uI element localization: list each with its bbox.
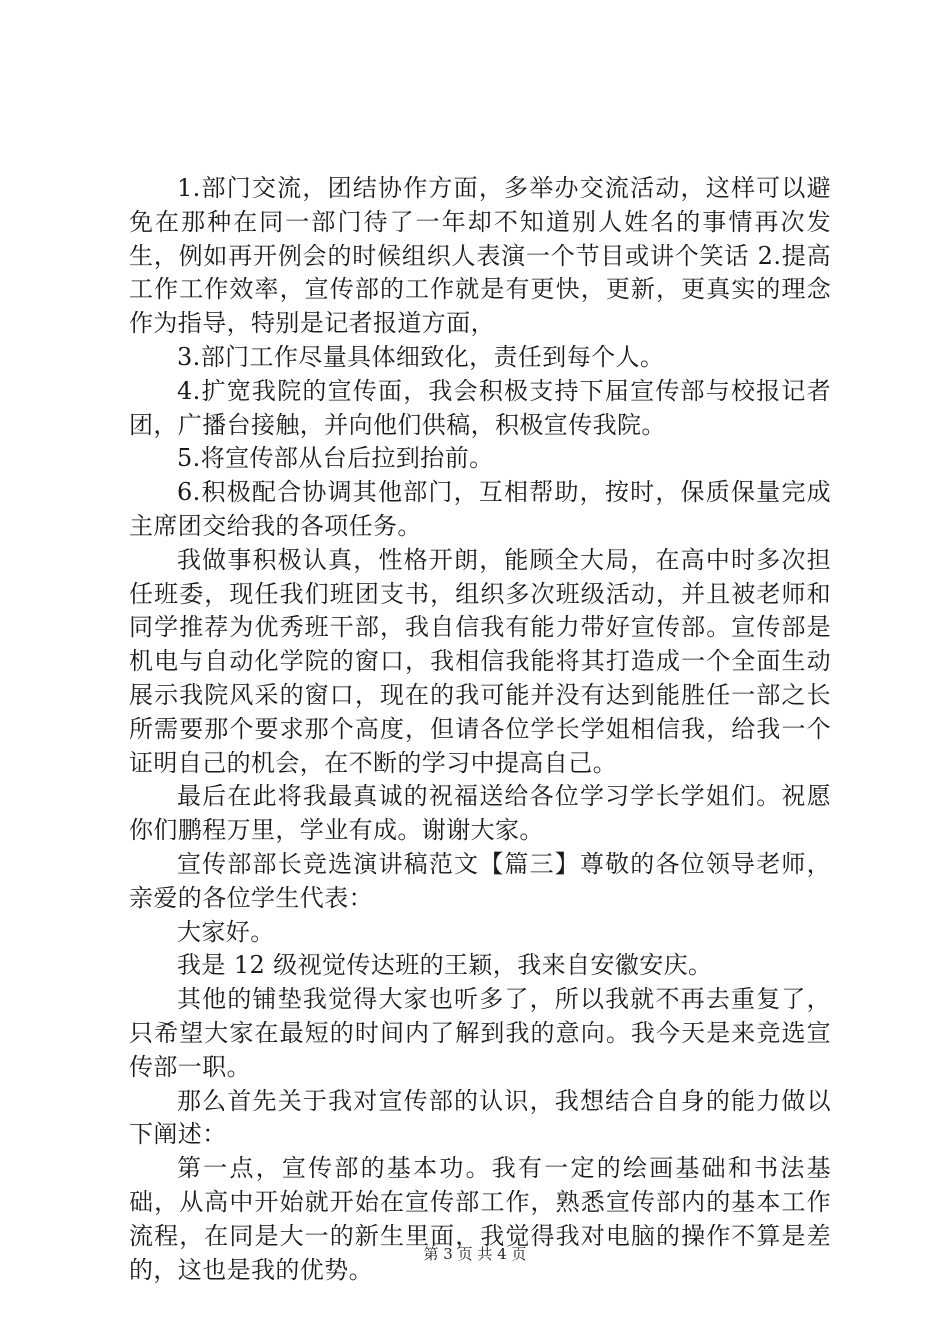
paragraph-6: 我做事积极认真，性格开朗，能顾全大局，在高中时多次担任班委，现任我们班团支书，组织多次班级活动，并且被老师和同学推荐为优秀班干部，我自信我有能力带好宣传部。宣传部是机电与自动化学院的窗口，我相信我能将其打造成一个全面生动展示我院风采的窗口，现在的我可能并没有达到能胜任一部之长所需要那个要求那个高度，但请各位学长学姐相信我，给我一个证明自己的机会，在不断的学习中提高自己。	[129, 545, 831, 777]
paragraph-4: 5.将宣传部从台后拉到抬前。	[177, 444, 494, 473]
paragraph-9: 大家好。	[177, 917, 275, 946]
paragraph-13: 第一点，宣传部的基本功。我有一定的绘画基础和书法基础，从高中开始就开始在宣传部工作，熟悉宣传部内的基本工作流程，在同是大一的新生里面，我觉得我对电脑的操作不算是差的，这也是我的优势。	[129, 1154, 831, 1284]
paragraph-11: 其他的铺垫我觉得大家也听多了，所以我就不再去重复了，只希望大家在最短的时间内了解到我的意向。我今天是来竞选宣传部一职。	[129, 985, 831, 1081]
paragraph-10: 我是 12 级视觉传达班的王颖，我来自安徽安庆。	[177, 951, 713, 980]
document-body	[129, 172, 831, 1287]
paragraph-8: 宣传部部长竞选演讲稿范文【篇三】尊敬的各位领导老师，亲爱的各位学生代表：	[129, 849, 831, 912]
paragraph-12: 那么首先关于我对宣传部的认识，我想结合自身的能力做以下阐述：	[129, 1086, 831, 1149]
paragraph-1: 1.部门交流，团结协作方面，多举办交流活动，这样可以避免在那种在同一部门待了一年却不知道别人姓名的事情再次发生，例如再开例会的时候组织人表演一个节目或讲个笑话 2.提高工作工作效率，宣传部的工作就是有更快，更新，更真实的理念作为指导，特别是记者报道方面，	[129, 174, 831, 338]
page-number: 第 3 页 共 4 页	[423, 1245, 527, 1263]
paragraph-2: 3.部门工作尽量具体细致化，责任到每个人。	[177, 342, 665, 371]
paragraph-5: 6.积极配合协调其他部门，互相帮助，按时，保质保量完成主席团交给我的各项任务。	[129, 478, 831, 540]
paragraph-7: 最后在此将我最真诚的祝福送给各位学习学长学姐们。祝愿你们鹏程万里，学业有成。谢谢大家。	[129, 782, 831, 845]
page-footer	[0, 1244, 950, 1264]
paragraph-3: 4.扩宽我院的宣传面，我会积极支持下届宣传部与校报记者团，广播台接触，并向他们供稿，积极宣传我院。	[129, 376, 831, 439]
